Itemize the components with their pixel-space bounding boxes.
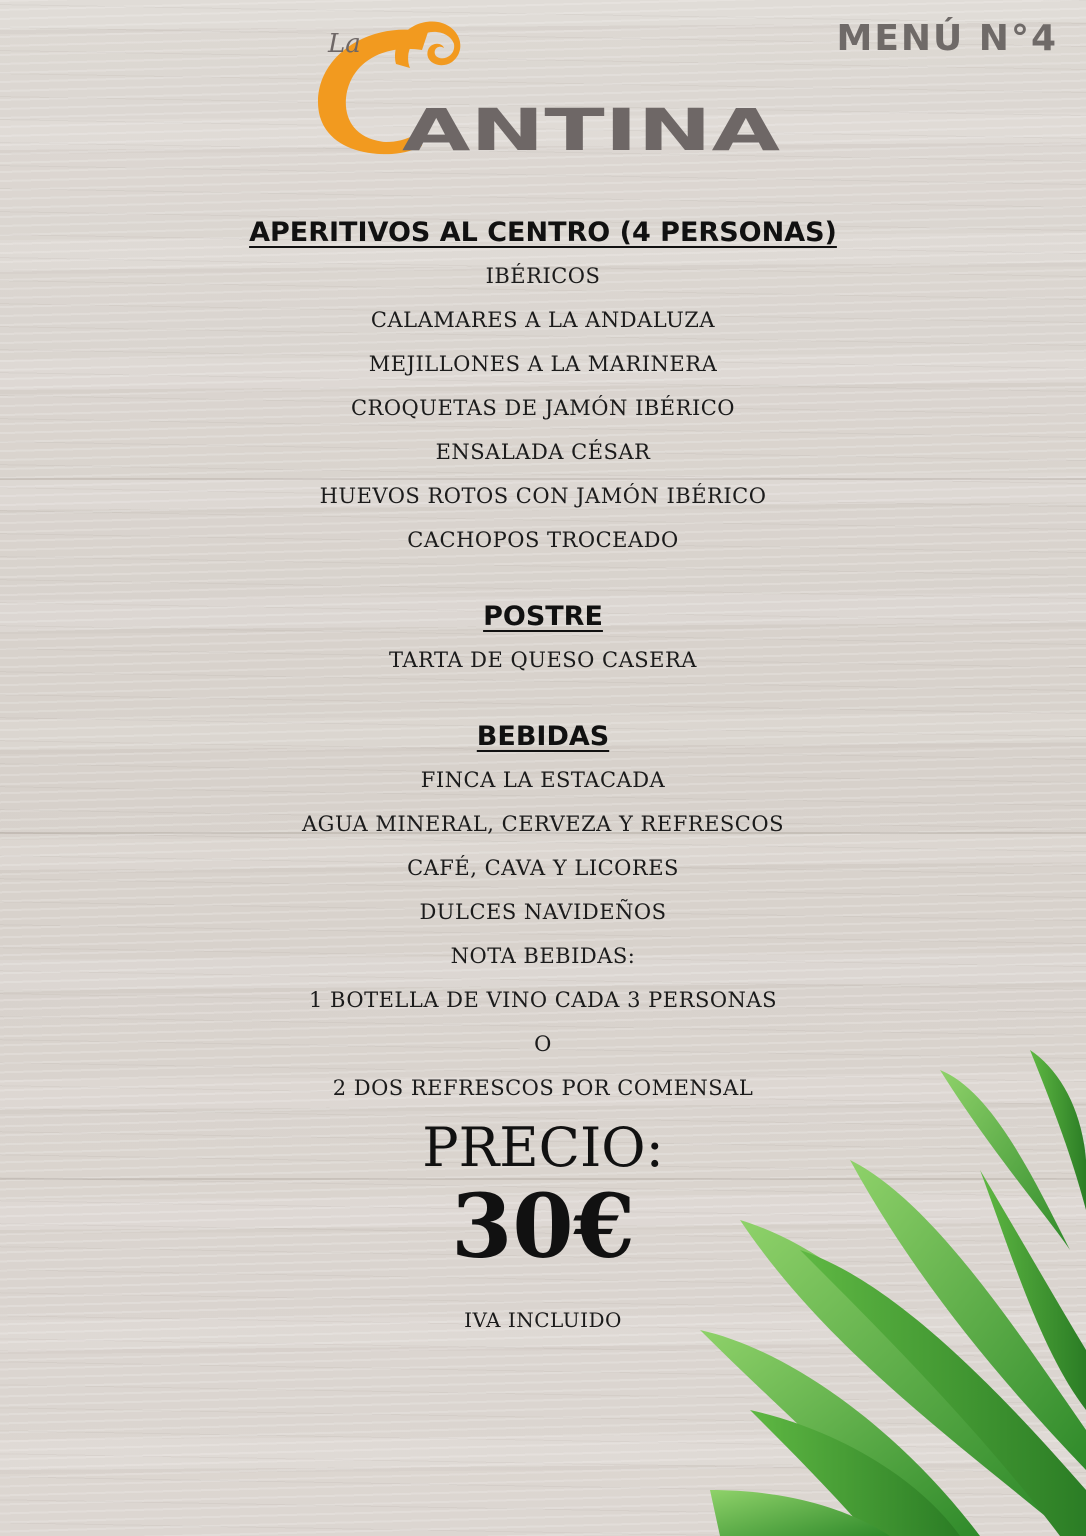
menu-item: CALAMARES A LA ANDALUZA [370,308,716,332]
price-label: PRECIO: [422,1116,664,1179]
menu-item: CAFÉ, CAVA Y LICORES [407,856,679,880]
la-cantina-logo [310,10,790,160]
svg-text:ANTINA: ANTINA [402,96,781,160]
menu-item: CROQUETAS DE JAMÓN IBÉRICO [350,396,736,420]
menu-item: 1 BOTELLA DE VINO CADA 3 PERSONAS [309,988,777,1012]
logo-la-text: La [328,29,361,59]
menu-item: DULCES NAVIDEÑOS [419,900,667,924]
menu-item: AGUA MINERAL, CERVEZA Y REFRESCOS [302,812,784,836]
tax-note: IVA INCLUIDO [464,1308,622,1332]
menu-item: 2 DOS REFRESCOS POR COMENSAL [332,1076,754,1100]
section-heading-bebidas: BEBIDAS [476,721,610,752]
leaves-decoration [690,1050,1086,1536]
menu-number: MENÚ N°4 [836,18,1058,59]
menu-item: CACHOPOS TROCEADO [407,528,679,552]
section-heading-aperitivos: APERITIVOS AL CENTRO (4 PERSONAS) [249,217,837,248]
menu-item: TARTA DE QUESO CASERA [389,648,697,672]
menu-item: NOTA BEBIDAS: [450,944,636,968]
price-value: 30€ [451,1174,635,1278]
menu-item: ENSALADA CÉSAR [435,440,651,464]
section-heading-postre: POSTRE [483,601,603,632]
menu-item: O [534,1032,552,1056]
menu-item: HUEVOS ROTOS CON JAMÓN IBÉRICO [319,484,767,508]
menu-item: IBÉRICOS [485,264,601,288]
menu-item: FINCA LA ESTACADA [420,768,666,792]
menu-item: MEJILLONES A LA MARINERA [368,352,718,376]
